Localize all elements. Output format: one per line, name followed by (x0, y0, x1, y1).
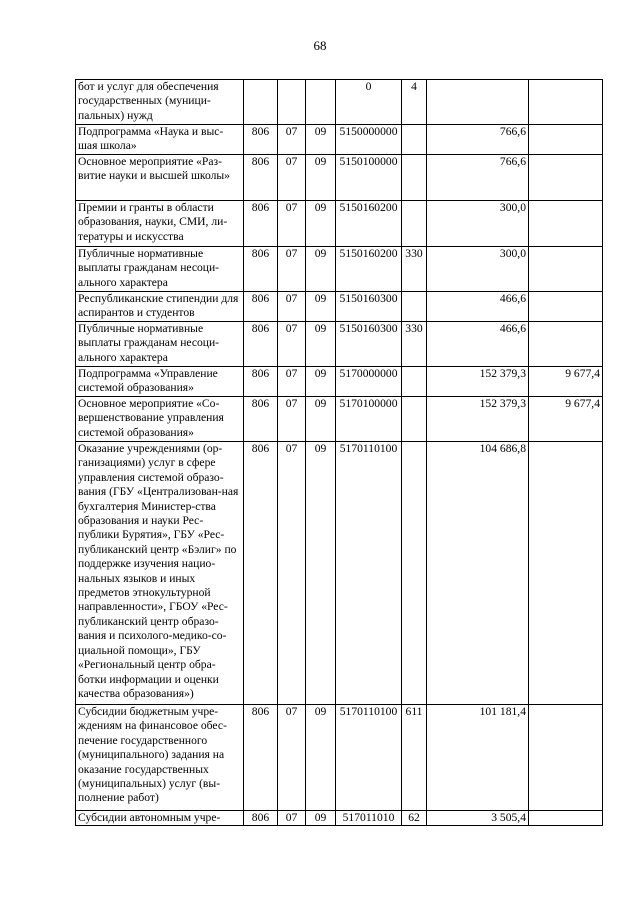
table-row (76, 367, 603, 397)
amount: 766,6 (427, 125, 529, 155)
subsection-code: 09 (306, 247, 336, 292)
row-name: Субсидии бюджетным учре-ждениям на финансовое обес-печение государственного (муниципального) задания на оказание государственных (муниципальных) услуг (вы-полнение работ) (76, 705, 244, 811)
ministry-code: 806 (244, 201, 278, 247)
expense-type-code (402, 367, 427, 397)
subsection-code: 09 (306, 201, 336, 247)
amount: 300,0 (427, 247, 529, 292)
subsection-code: 09 (306, 367, 336, 397)
target-article-code: 5170100000 (336, 397, 402, 442)
subvention-amount (529, 705, 603, 811)
ministry-code: 806 (244, 442, 278, 705)
ministry-code: 806 (244, 705, 278, 811)
subvention-amount (529, 442, 603, 705)
subsection-code: 09 (306, 397, 336, 442)
target-article-code: 5170110100 (336, 442, 402, 705)
table-row (76, 155, 603, 201)
subsection-code: 09 (306, 292, 336, 322)
subvention-amount (529, 292, 603, 322)
subvention-amount: 9 677,4 (529, 367, 603, 397)
row-name: Публичные нормативные выплаты гражданам несоци-ального характера (76, 322, 244, 367)
section-code: 07 (278, 201, 306, 247)
amount: 466,6 (427, 322, 529, 367)
subsection-code: 09 (306, 811, 336, 826)
row-name: Основное мероприятие «Со-вершенствование управления системой образования» (76, 397, 244, 442)
subvention-amount (529, 247, 603, 292)
section-code (278, 80, 306, 125)
expense-type-code (402, 155, 427, 201)
amount (427, 80, 529, 125)
amount: 300,0 (427, 201, 529, 247)
row-name: Публичные нормативные выплаты гражданам несоци-ального характера (76, 247, 244, 292)
expense-type-code (402, 442, 427, 705)
target-article-code: 5150160200 (336, 201, 402, 247)
subvention-amount (529, 201, 603, 247)
subsection-code: 09 (306, 705, 336, 811)
subvention-amount (529, 125, 603, 155)
section-code: 07 (278, 367, 306, 397)
target-article-code: 5150000000 (336, 125, 402, 155)
table-row (76, 442, 603, 705)
ministry-code: 806 (244, 811, 278, 826)
ministry-code: 806 (244, 247, 278, 292)
subvention-amount (529, 80, 603, 125)
row-name: Основное мероприятие «Раз-витие науки и высшей школы» (76, 155, 244, 201)
subvention-amount: 9 677,4 (529, 397, 603, 442)
table-row (76, 201, 603, 247)
target-article-code: 5170000000 (336, 367, 402, 397)
subvention-amount (529, 811, 603, 826)
ministry-code: 806 (244, 367, 278, 397)
ministry-code: 806 (244, 322, 278, 367)
section-code: 07 (278, 322, 306, 367)
table-row (76, 397, 603, 442)
expense-type-code: 330 (402, 322, 427, 367)
subvention-amount (529, 322, 603, 367)
section-code: 07 (278, 397, 306, 442)
expense-type-code: 62 (402, 811, 427, 826)
target-article-code: 5150160200 (336, 247, 402, 292)
expense-type-code (402, 125, 427, 155)
ministry-code (244, 80, 278, 125)
subsection-code (306, 80, 336, 125)
expense-type-code (402, 201, 427, 247)
section-code: 07 (278, 705, 306, 811)
amount: 104 686,8 (427, 442, 529, 705)
ministry-code: 806 (244, 125, 278, 155)
amount: 152 379,3 (427, 397, 529, 442)
table-row (76, 80, 603, 125)
table-row (76, 811, 603, 826)
amount: 152 379,3 (427, 367, 529, 397)
subsection-code: 09 (306, 322, 336, 367)
table-row (76, 247, 603, 292)
section-code: 07 (278, 442, 306, 705)
expense-type-code: 330 (402, 247, 427, 292)
table-row (76, 292, 603, 322)
table-row (76, 705, 603, 811)
amount: 466,6 (427, 292, 529, 322)
row-name: Республиканские стипендии для аспирантов и студентов (76, 292, 244, 322)
ministry-code: 806 (244, 397, 278, 442)
ministry-code: 806 (244, 292, 278, 322)
subsection-code: 09 (306, 442, 336, 705)
expense-type-code: 611 (402, 705, 427, 811)
row-name: Подпрограмма «Наука и выс-шая школа» (76, 125, 244, 155)
section-code: 07 (278, 292, 306, 322)
amount: 3 505,4 (427, 811, 529, 826)
page-number: 68 (313, 38, 327, 53)
section-code: 07 (278, 247, 306, 292)
section-code: 07 (278, 155, 306, 201)
amount: 101 181,4 (427, 705, 529, 811)
table-row (76, 125, 603, 155)
section-code: 07 (278, 811, 306, 826)
row-name: Премии и гранты в области образования, науки, СМИ, ли-тературы и искусства (76, 201, 244, 247)
target-article-code: 5150160300 (336, 322, 402, 367)
expense-type-code (402, 292, 427, 322)
target-article-code: 5150160300 (336, 292, 402, 322)
subsection-code: 09 (306, 155, 336, 201)
subsection-code: 09 (306, 125, 336, 155)
target-article-code: 517011010 (336, 811, 402, 826)
expense-type-code: 4 (402, 80, 427, 125)
ministry-code: 806 (244, 155, 278, 201)
table-row (76, 322, 603, 367)
target-article-code: 0 (336, 80, 402, 125)
row-name: Субсидии автономным учре- (76, 811, 244, 826)
row-name: Оказание учреждениями (ор-ганизациями) услуг в сфере управления системой образо-вания (ГБУ «Централизован-ная бухгалтерия Министер-ства образования и науки Рес-публики Бурятия», ГБУ «Рес-публиканский центр «Бэлиг» по поддержке изучения нацио-нальных языков и иных предметов этнокультурной направленности», ГБОУ «Рес-публиканский центр образо-вания и психолого-медико-со-циальной помощи», ГБУ «Региональный центр обра-ботки информации и оценки качества образования») (76, 442, 244, 705)
target-article-code: 5170110100 (336, 705, 402, 811)
row-name: бот и услуг для обеспечения государственных (муници-пальных) нужд (76, 80, 244, 125)
expense-type-code (402, 397, 427, 442)
section-code: 07 (278, 125, 306, 155)
subvention-amount (529, 155, 603, 201)
row-name: Подпрограмма «Управление системой образования» (76, 367, 244, 397)
budget-table (75, 79, 603, 826)
target-article-code: 5150100000 (336, 155, 402, 201)
amount: 766,6 (427, 155, 529, 201)
